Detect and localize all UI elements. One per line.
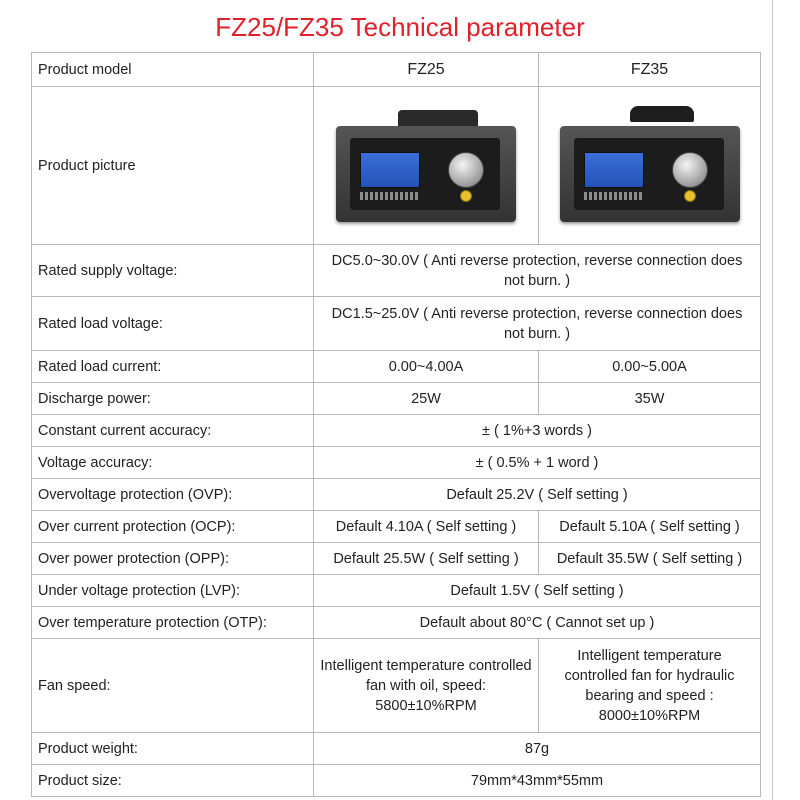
row-value-fz35: Intelligent temperature controlled fan for hydraulic bearing and speed : 8000±10%RPM	[539, 639, 761, 733]
table-row	[32, 415, 761, 447]
row-label: Product size:	[32, 765, 314, 797]
row-label: Product picture	[32, 87, 314, 245]
page-title: FZ25/FZ35 Technical parameter	[215, 12, 585, 42]
row-label: Over temperature protection (OTP):	[32, 607, 314, 639]
page-edge-line	[772, 0, 773, 800]
table-row	[32, 351, 761, 383]
row-label: Product weight:	[32, 733, 314, 765]
row-value: 87g	[314, 733, 761, 765]
table-row	[32, 575, 761, 607]
row-label: Voltage accuracy:	[32, 447, 314, 479]
row-value: DC1.5~25.0V ( Anti reverse protection, reverse connection does not burn. )	[314, 297, 761, 351]
row-value: Default 1.5V ( Self setting )	[314, 575, 761, 607]
row-value: ± ( 1%+3 words )	[314, 415, 761, 447]
table-row	[32, 297, 761, 351]
model-fz25: FZ25	[314, 53, 539, 87]
row-value-fz35: 0.00~5.00A	[539, 351, 761, 383]
table-row	[32, 383, 761, 415]
row-value-fz25: Default 25.5W ( Self setting )	[314, 543, 539, 575]
table-row	[32, 447, 761, 479]
row-label: Rated supply voltage:	[32, 245, 314, 297]
row-value: Default about 80°C ( Cannot set up )	[314, 607, 761, 639]
table-row	[32, 543, 761, 575]
row-label: Over power protection (OPP):	[32, 543, 314, 575]
table-row	[32, 245, 761, 297]
row-label: Overvoltage protection (OVP):	[32, 479, 314, 511]
row-label: Product model	[32, 53, 314, 87]
row-value-fz35: Default 5.10A ( Self setting )	[539, 511, 761, 543]
table-row	[32, 607, 761, 639]
picture-cell-fz35	[539, 87, 761, 245]
row-value: Default 25.2V ( Self setting )	[314, 479, 761, 511]
table-row	[32, 87, 761, 245]
row-label: Rated load voltage:	[32, 297, 314, 351]
row-value-fz25: Intelligent temperature controlled fan with oil, speed: 5800±10%RPM	[314, 639, 539, 733]
table-row	[32, 53, 761, 87]
row-value: DC5.0~30.0V ( Anti reverse protection, reverse connection does not burn. )	[314, 245, 761, 297]
table-row	[32, 639, 761, 733]
table-row	[32, 765, 761, 797]
row-value-fz25: 25W	[314, 383, 539, 415]
table-row	[32, 511, 761, 543]
row-label: Fan speed:	[32, 639, 314, 733]
device-fz25-image	[336, 106, 516, 226]
picture-cell-fz25	[314, 87, 539, 245]
row-label: Under voltage protection (LVP):	[32, 575, 314, 607]
device-fz35-image	[560, 106, 740, 226]
row-value-fz35: 35W	[539, 383, 761, 415]
spec-table	[31, 52, 761, 797]
row-value-fz25: Default 4.10A ( Self setting )	[314, 511, 539, 543]
table-row	[32, 733, 761, 765]
row-value-fz25: 0.00~4.00A	[314, 351, 539, 383]
row-value-fz35: Default 35.5W ( Self setting )	[539, 543, 761, 575]
row-value: 79mm*43mm*55mm	[314, 765, 761, 797]
row-label: Over current protection (OCP):	[32, 511, 314, 543]
row-label: Discharge power:	[32, 383, 314, 415]
row-label: Rated load current:	[32, 351, 314, 383]
row-label: Constant current accuracy:	[32, 415, 314, 447]
row-value: ± ( 0.5% + 1 word )	[314, 447, 761, 479]
table-row	[32, 479, 761, 511]
model-fz35: FZ35	[539, 53, 761, 87]
